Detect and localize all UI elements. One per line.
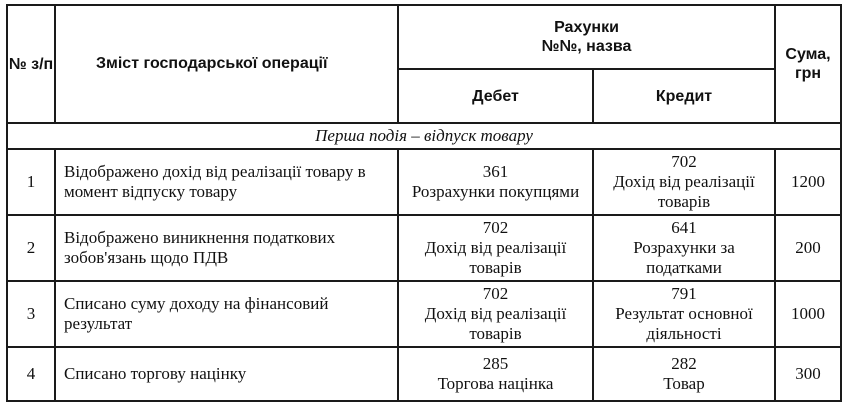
credit-name: Дохід від реалізації товарів xyxy=(613,172,755,211)
debit-code: 285 xyxy=(482,354,509,373)
debit-code: 361 xyxy=(482,162,509,181)
row-description: Списано торгову націнку xyxy=(55,347,398,401)
credit-name: Розрахунки за податками xyxy=(633,238,735,277)
row-sum: 1200 xyxy=(775,149,841,215)
credit-code: 702 xyxy=(671,152,697,171)
table-row xyxy=(7,215,841,281)
debit-code: 702 xyxy=(482,284,509,303)
debit-name: Розрахунки покупцями xyxy=(411,182,580,201)
header-sum: Сума, грн xyxy=(775,5,841,123)
header-accounts-line2: №№, назва xyxy=(541,38,632,55)
credit-name: Товар xyxy=(663,374,705,393)
event-title: Перша подія – відпуск товару xyxy=(7,123,841,149)
row-number: 1 xyxy=(7,149,55,215)
row-number: 3 xyxy=(7,281,55,347)
credit-cell xyxy=(593,149,775,215)
credit-cell xyxy=(593,281,775,347)
debit-cell xyxy=(398,215,593,281)
event-row xyxy=(7,123,841,149)
debit-cell xyxy=(398,347,593,401)
table-row xyxy=(7,281,841,347)
row-sum: 200 xyxy=(775,215,841,281)
row-description: Відображено виникнення податкових зобов'язань щодо ПДВ xyxy=(55,215,398,281)
credit-code: 641 xyxy=(671,218,697,237)
debit-code: 702 xyxy=(482,218,509,237)
table-row xyxy=(7,149,841,215)
debit-name: Дохід від реалізації товарів xyxy=(424,304,567,343)
accounting-table-container xyxy=(6,4,842,402)
header-credit: Кредит xyxy=(593,69,775,123)
row-number: 2 xyxy=(7,215,55,281)
debit-name: Дохід від реалізації товарів xyxy=(424,238,567,277)
row-sum: 1000 xyxy=(775,281,841,347)
credit-cell xyxy=(593,215,775,281)
header-debit: Дебет xyxy=(398,69,593,123)
row-description: Списано суму доходу на фінансовий результат xyxy=(55,281,398,347)
table-row xyxy=(7,347,841,401)
credit-cell xyxy=(593,347,775,401)
credit-name: Результат основної діяльності xyxy=(615,304,753,343)
header-accounts xyxy=(398,5,775,69)
header-num: № з/п xyxy=(7,5,55,123)
accounting-entries-table xyxy=(6,4,842,402)
row-description: Відображено дохід від реалізації товару в момент відпуску товару xyxy=(55,149,398,215)
header-accounts-line1: Рахунки xyxy=(554,19,619,36)
header-description: Зміст господарської операції xyxy=(55,5,398,123)
header-row-top xyxy=(7,5,841,69)
credit-code: 282 xyxy=(671,354,697,373)
debit-name: Торгова націнка xyxy=(437,374,554,393)
row-sum: 300 xyxy=(775,347,841,401)
row-number: 4 xyxy=(7,347,55,401)
credit-code: 791 xyxy=(671,284,697,303)
debit-cell xyxy=(398,149,593,215)
debit-cell xyxy=(398,281,593,347)
